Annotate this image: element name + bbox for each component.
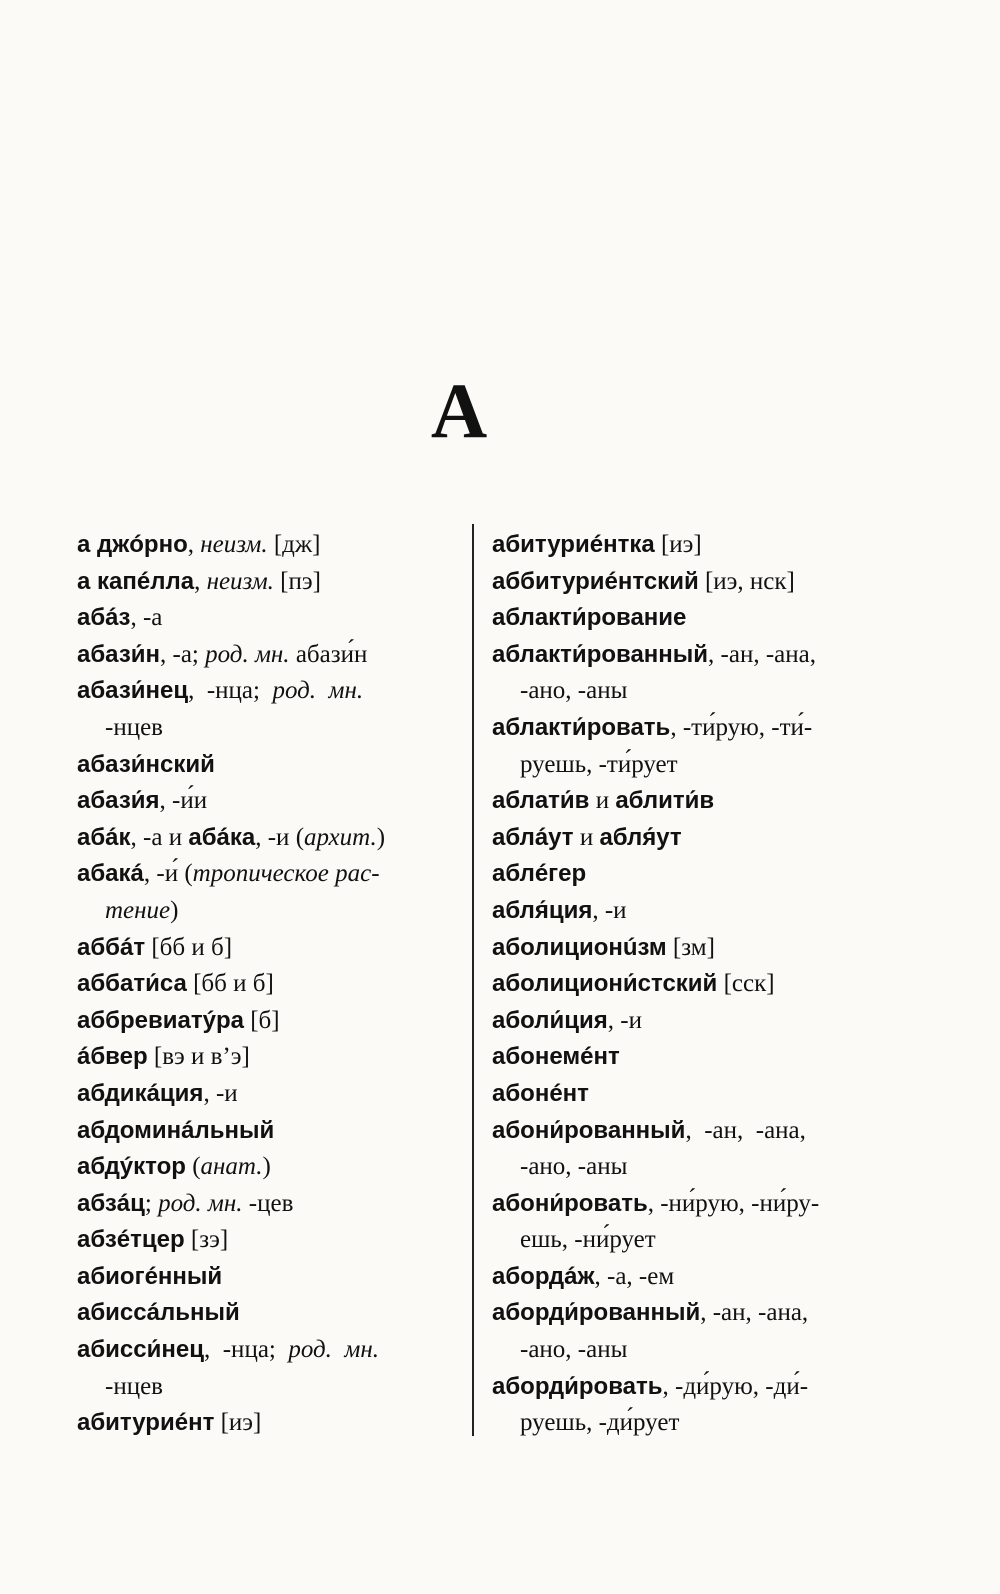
dictionary-entry [492, 600, 872, 637]
entry-text: , -ан, -ана, [685, 1116, 806, 1144]
headword: абази́я [77, 787, 160, 815]
entry-text: , -и [607, 1006, 642, 1034]
grammar-note: род. мн. [158, 1189, 243, 1217]
entry-text: и [589, 787, 616, 815]
entry-text: [зэ] [184, 1226, 229, 1254]
entry-text: , -а; [160, 640, 206, 668]
dictionary-entry [77, 673, 447, 746]
dictionary-entry [492, 893, 872, 930]
dictionary-entry [77, 637, 447, 674]
headword: абази́нец [77, 677, 189, 705]
entry-line [492, 1186, 872, 1223]
entry-line [77, 966, 447, 1003]
dictionary-entry [492, 564, 872, 601]
entry-text: -цев [242, 1189, 294, 1217]
dictionary-entry [77, 600, 447, 637]
dictionary-entry [77, 1259, 447, 1296]
entry-line [77, 600, 447, 637]
headword: аборди́рованный [492, 1299, 701, 1327]
dictionary-entry [77, 1186, 447, 1223]
grammar-note: тение [105, 896, 171, 924]
entry-line [77, 637, 447, 674]
entry-line [77, 1149, 447, 1186]
entry-line [77, 930, 447, 967]
entry-text: [вэ и в’э] [147, 1043, 250, 1071]
dictionary-entry [77, 966, 447, 1003]
dictionary-entry [77, 747, 447, 784]
headword: аборди́ровать [492, 1372, 663, 1400]
entry-line [492, 1039, 872, 1076]
entry-text: -ано, -аны [520, 1336, 628, 1364]
dictionary-entry [77, 1222, 447, 1259]
entry-line [492, 600, 872, 637]
headword: áбвер [77, 1043, 148, 1071]
entry-text: [дж] [267, 531, 321, 558]
section-letter: А [430, 367, 488, 454]
headword: абзéтцер [77, 1226, 185, 1254]
entry-text: , -ди́рую, -ди́- [662, 1372, 809, 1400]
entry-text: , [187, 531, 201, 558]
entry-line [492, 893, 872, 930]
headword: аббревиатýра [77, 1006, 244, 1034]
entry-line [492, 966, 872, 1003]
entry-text: , -и [203, 1079, 238, 1107]
headword: абáз [77, 604, 131, 632]
entry-line [77, 1332, 447, 1369]
grammar-note: анат. [200, 1153, 263, 1181]
entry-text: абази́н [289, 640, 368, 668]
headword: абáк [77, 823, 131, 851]
dictionary-entry [492, 1259, 872, 1296]
dictionary-entry [492, 710, 872, 783]
entry-text: ; [144, 1189, 159, 1217]
dictionary-entry [77, 783, 447, 820]
dictionary-entry [492, 1003, 872, 1040]
entry-line [492, 527, 872, 564]
dictionary-entry [492, 930, 872, 967]
entry-text: , -а [130, 604, 163, 632]
entry-line [77, 783, 447, 820]
headword: аблити́в [615, 787, 715, 815]
headword: аббитуриéнтский [492, 567, 699, 595]
entry-line [492, 783, 872, 820]
headword: аббáт [77, 933, 146, 961]
headword: аблакти́ровать [492, 713, 671, 741]
headword: абитуриéнтка [492, 531, 655, 558]
headword: абонемéнт [492, 1043, 620, 1071]
entry-text: [бб и б] [145, 933, 233, 961]
dictionary-entry [492, 1039, 872, 1076]
entry-text: , -ти́рую, -ти́- [670, 713, 813, 741]
headword: абдýктор [77, 1153, 186, 1181]
grammar-note: неизм. [206, 567, 274, 595]
entry-line [492, 1113, 872, 1150]
entry-line [77, 1186, 447, 1223]
dictionary-entry [77, 1003, 447, 1040]
headword: абзáц [77, 1189, 145, 1217]
entry-continuation-line [492, 673, 872, 710]
entry-text: [зм] [666, 933, 715, 961]
entry-line [77, 1222, 447, 1259]
headword: аблакти́рованный [492, 640, 709, 668]
entry-text: ( [185, 1153, 201, 1181]
headword: абля́ция [492, 896, 593, 924]
entry-line [492, 1076, 872, 1113]
entry-continuation-line [77, 1369, 447, 1406]
entry-line [77, 747, 447, 784]
entry-continuation-line [492, 1405, 872, 1442]
dictionary-entry [77, 930, 447, 967]
grammar-note: род. мн. [205, 640, 290, 668]
dictionary-entry [492, 637, 872, 710]
entry-text: [иэ] [654, 531, 702, 558]
entry-text: , -ан, -ана, [708, 640, 816, 668]
entry-continuation-line [77, 893, 447, 930]
entry-text: , -нца; [203, 1336, 289, 1364]
headword: абордáж [492, 1262, 595, 1290]
dictionary-entry [492, 820, 872, 857]
grammar-note: неизм. [200, 531, 268, 558]
headword: абисси́нец [77, 1336, 204, 1364]
entry-text: , -и́ ( [143, 860, 193, 888]
entry-line [77, 1076, 447, 1113]
grammar-note: архит. [304, 823, 377, 851]
entry-text: , -ан, -ана, [700, 1299, 809, 1327]
entry-line [77, 1039, 447, 1076]
dictionary-entry [77, 1113, 447, 1150]
headword: абиссáльный [77, 1299, 240, 1327]
grammar-note: род. мн. [288, 1336, 380, 1364]
dictionary-entry [77, 820, 447, 857]
entry-text: , -и ( [255, 823, 305, 851]
headword: абази́н [77, 640, 160, 668]
grammar-note: тропическое рас- [192, 860, 380, 888]
entry-text: , -и [592, 896, 627, 924]
entry-line [77, 1113, 447, 1150]
entry-text: [бб и б] [186, 970, 274, 998]
entry-text: [пэ] [273, 567, 321, 595]
entry-text: ) [376, 823, 386, 851]
entry-text: и [573, 823, 600, 851]
headword: абони́рованный [492, 1116, 686, 1144]
dictionary-column-right [492, 527, 872, 1442]
entry-line [492, 710, 872, 747]
entry-line [492, 820, 872, 857]
dictionary-entry [492, 1295, 872, 1368]
headword: абитуриéнт [77, 1409, 215, 1437]
grammar-note: род. мн. [272, 677, 364, 705]
entry-line [77, 673, 447, 710]
entry-line [77, 527, 447, 564]
entry-text: , -ни́рую, -ни́ру- [647, 1189, 820, 1217]
entry-text: , -а и [130, 823, 189, 851]
entry-line [492, 1295, 872, 1332]
dictionary-entry [492, 966, 872, 1003]
entry-line [492, 637, 872, 674]
headword: абонéнт [492, 1079, 589, 1107]
dictionary-column-left [77, 527, 447, 1442]
headword: абони́ровать [492, 1189, 648, 1217]
entry-continuation-line [77, 710, 447, 747]
headword: а капéлла [77, 567, 195, 595]
entry-text: [иэ] [214, 1409, 262, 1437]
entry-text: , -а, -ем [594, 1262, 675, 1290]
entry-text: [иэ, нск] [698, 567, 795, 595]
entry-line [492, 1003, 872, 1040]
headword: аблéгер [492, 860, 587, 888]
dictionary-entry [77, 1149, 447, 1186]
headword: аблати́в [492, 787, 590, 815]
headword: аббати́са [77, 970, 187, 998]
entry-line [77, 820, 447, 857]
entry-continuation-line [492, 1332, 872, 1369]
entry-text: , -и́и [159, 787, 208, 815]
headword: а джóрно [77, 531, 188, 558]
entry-line [77, 1295, 447, 1332]
dictionary-entry [492, 1113, 872, 1186]
entry-text: ешь, -ни́рует [520, 1226, 656, 1254]
entry-text: [сск] [717, 970, 775, 998]
entry-text: [б] [243, 1006, 280, 1034]
headword: абдикáция [77, 1079, 204, 1107]
dictionary-entry [77, 1332, 447, 1405]
dictionary-entry [77, 856, 447, 929]
headword: аблакти́рование [492, 604, 687, 632]
entry-text: -ано, -аны [520, 677, 628, 705]
entry-continuation-line [492, 747, 872, 784]
entry-line [492, 930, 872, 967]
entry-text: руешь, -ди́рует [520, 1409, 680, 1437]
dictionary-entry [77, 1405, 447, 1442]
entry-continuation-line [492, 1149, 872, 1186]
entry-line [492, 856, 872, 893]
headword: аболициони́стский [492, 970, 718, 998]
dictionary-entry [492, 783, 872, 820]
dictionary-entry [77, 564, 447, 601]
headword: абази́нский [77, 750, 215, 778]
entry-text: ) [262, 1153, 271, 1181]
entry-line [492, 1259, 872, 1296]
entry-continuation-line [492, 1222, 872, 1259]
entry-line [492, 1369, 872, 1406]
entry-line [77, 856, 447, 893]
headword: аблáут [492, 823, 574, 851]
dictionary-entry [492, 1076, 872, 1113]
dictionary-entry [77, 527, 447, 564]
entry-text: руешь, -ти́рует [520, 750, 678, 778]
dictionary-entry [492, 1369, 872, 1442]
dictionary-entry [492, 1186, 872, 1259]
entry-text: , -нца; [188, 677, 273, 705]
entry-text: ) [170, 896, 179, 924]
entry-line [492, 564, 872, 601]
headword: абдоминáльный [77, 1116, 275, 1144]
entry-line [77, 564, 447, 601]
entry-line [77, 1405, 447, 1442]
entry-text: -нцев [105, 713, 163, 741]
entry-text: , [194, 567, 207, 595]
entry-line [77, 1259, 447, 1296]
dictionary-entry [77, 1295, 447, 1332]
column-divider [472, 524, 474, 1436]
entry-line [77, 1003, 447, 1040]
entry-text: -ано, -аны [520, 1153, 628, 1181]
headword: абля́ут [599, 823, 682, 851]
dictionary-entry [77, 1039, 447, 1076]
headword: аболи́ция [492, 1006, 608, 1034]
dictionary-entry [77, 1076, 447, 1113]
headword: абиогéнный [77, 1262, 223, 1290]
dictionary-entry [492, 527, 872, 564]
headword: абáка [188, 823, 256, 851]
headword: аболиционúзм [492, 933, 667, 961]
headword: абакá [77, 860, 144, 888]
dictionary-entry [492, 856, 872, 893]
entry-text: -нцев [105, 1372, 163, 1400]
